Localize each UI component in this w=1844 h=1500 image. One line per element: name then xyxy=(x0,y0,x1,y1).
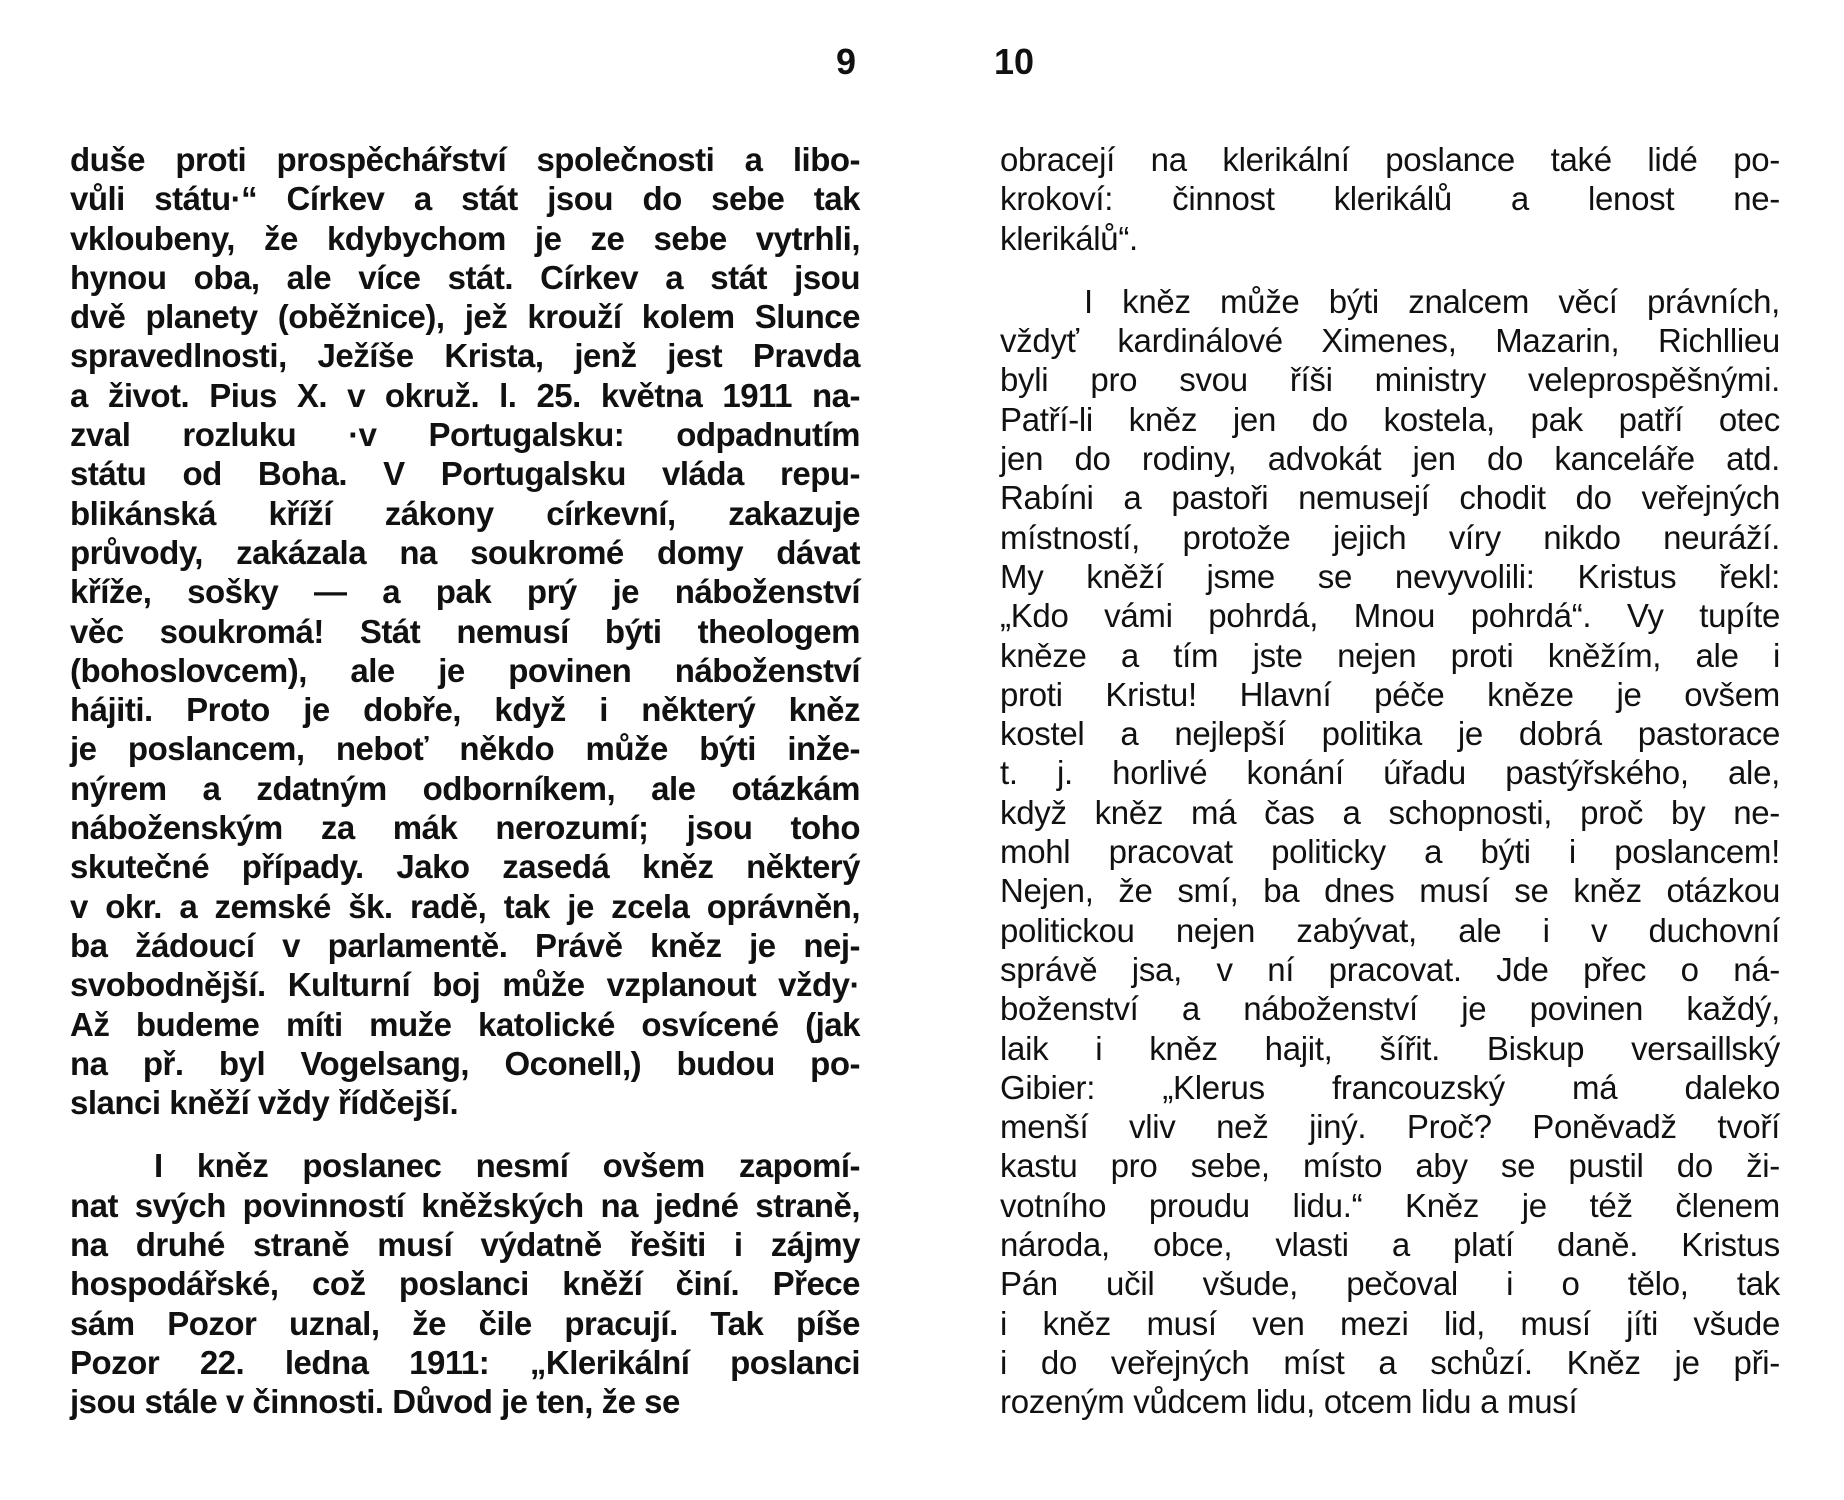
text-line: My kněží jsme se nevyvolili: Kristus řekl: xyxy=(1000,557,1780,595)
text-line: kříže, sošky — a pak prý je náboženství xyxy=(70,573,860,611)
text-line: votního proudu lidu.“ Kněz je též členem xyxy=(1000,1186,1780,1224)
text-line: I kněz poslanec nesmí ovšem zapomí- xyxy=(154,1147,860,1185)
text-line: slanci kněží vždy řídčejší. xyxy=(70,1084,459,1122)
text-line: jsou stále v činnosti. Důvod je ten, že se xyxy=(70,1383,680,1421)
text-line: kostel a nejlepší politika je dobrá pastorace xyxy=(1000,715,1780,753)
text-line: na př. byl Vogelsang, Oconell,) budou po- xyxy=(70,1044,860,1082)
text-line: „Kdo vámi pohrdá, Mnou pohrdá“. Vy tupíte xyxy=(1000,597,1780,635)
text-line: dvě planety (oběžnice), jež krouží kolem Slunce xyxy=(70,298,860,336)
page-number-left: 9 xyxy=(836,41,857,82)
text-line: je poslancem, neboť někdo může býti inže- xyxy=(70,730,860,768)
text-line: spravedlnosti, Ježíše Krista, jenž jest Pravda xyxy=(70,337,860,375)
text-line: byli pro svou říši ministry veleprospěšnými. xyxy=(1000,361,1780,399)
text-line: politickou nejen zabývat, ale i v duchovní xyxy=(1000,911,1780,949)
text-line: Gibier: „Klerus francouzský má daleko xyxy=(1000,1068,1780,1106)
text-line: průvody, zakázala na soukromé domy dávat xyxy=(70,533,860,571)
text-line: menší vliv než jiný. Proč? Poněvadž tvoří xyxy=(1000,1108,1780,1146)
text-line: hájiti. Proto je dobře, když i některý kněz xyxy=(70,691,860,729)
text-line: státu od Boha. V Portugalsku vláda repu- xyxy=(70,455,860,493)
text-line: Rabíni a pastoři nemusejí chodit do veřejných xyxy=(1000,479,1780,517)
text-line: místností, protože jejich víry nikdo neuráží. xyxy=(1000,518,1780,556)
text-line: i kněz musí ven mezi lid, musí jíti všude xyxy=(1000,1304,1780,1342)
paragraph xyxy=(1000,140,1780,258)
text-line: národa, obce, vlasti a platí daně. Kristus xyxy=(1000,1226,1780,1264)
text-line: jen do rodiny, advokát jen do kanceláře atd. xyxy=(1000,440,1780,478)
text-line: (bohoslovcem), ale je povinen náboženství xyxy=(70,651,860,689)
text-line: vůli státu·“ Církev a stát jsou do sebe tak xyxy=(70,180,860,218)
text-line: vkloubeny, že kdybychom je ze sebe vytrhli, xyxy=(70,219,860,257)
text-line: klerikálů“. xyxy=(1000,219,1138,257)
text-line: Pozor 22. ledna 1911: „Klerikální poslanci xyxy=(70,1343,860,1381)
text-line: obracejí na klerikální poslance také lidé po- xyxy=(1000,141,1780,178)
text-line: boženství a náboženství je povinen každý, xyxy=(1000,990,1780,1028)
text-line: kněze a tím jste nejen proti kněžím, ale i xyxy=(1000,636,1780,674)
text-line: i do veřejných míst a schůzí. Kněz je při- xyxy=(1000,1343,1780,1381)
text-line: v okr. a zemské šk. radě, tak je zcela oprávněn, xyxy=(70,887,860,925)
text-line: t. j. horlivé konání úřadu pastýřského, ale, xyxy=(1000,754,1780,792)
text-line: blikánská kříží zákony církevní, zakazuje xyxy=(70,494,860,532)
text-line: věc soukromá! Stát nemusí býti theologem xyxy=(70,612,860,650)
text-line: svobodnější. Kulturní boj může vzplanout vždy· xyxy=(70,966,860,1004)
text-line: duše proti prospěchářství společnosti a libo- xyxy=(70,141,860,178)
paragraph xyxy=(70,1146,860,1421)
text-line: hynou oba, ale více stát. Církev a stát jsou xyxy=(70,258,860,296)
text-line: Pán učil všude, pečoval i o tělo, tak xyxy=(1000,1265,1780,1303)
text-line: nat svých povinností kněžských na jedné straně, xyxy=(70,1186,860,1224)
text-line: proti Kristu! Hlavní péče kněze je ovšem xyxy=(1000,675,1780,713)
page-number-right: 10 xyxy=(994,41,1035,82)
text-line: vždyť kardinálové Ximenes, Mazarin, Richllieu xyxy=(1000,322,1780,360)
right-page-text xyxy=(1000,140,1780,1422)
text-line: Nejen, že smí, ba dnes musí se kněz otázkou xyxy=(1000,872,1780,910)
text-line: náboženským za mák nerozumí; jsou toho xyxy=(70,809,860,847)
text-line: rozeným vůdcem lidu, otcem lidu a musí xyxy=(1000,1383,1578,1421)
text-line: hospodářské, což poslanci kněží činí. Přece xyxy=(70,1265,860,1303)
text-line: ba žádoucí v parlamentě. Právě kněz je nej- xyxy=(70,926,860,964)
text-line: na druhé straně musí výdatně řešiti i zájmy xyxy=(70,1226,860,1264)
text-line: zval rozluku ·v Portugalsku: odpadnutím xyxy=(70,416,860,454)
text-line: když kněz má čas a schopnosti, proč by ne- xyxy=(1000,793,1780,831)
text-line: nýrem a zdatným odborníkem, ale otázkám xyxy=(70,769,860,807)
text-line: krokoví: činnost klerikálů a lenost ne- xyxy=(1000,180,1780,218)
paragraph xyxy=(1000,282,1780,1422)
text-line: Patří-li kněz jen do kostela, pak patří otec xyxy=(1000,400,1780,438)
left-page-text xyxy=(70,140,860,1422)
text-line: správě jsa, v ní pracovat. Jde přec o ná- xyxy=(1000,950,1780,988)
text-line: skutečné případy. Jako zasedá kněz některý xyxy=(70,848,860,886)
text-line: a život. Pius X. v okruž. l. 25. května 1911 na- xyxy=(70,376,860,414)
text-line: mohl pracovat politicky a býti i poslancem! xyxy=(1000,833,1780,871)
text-line: kastu pro sebe, místo aby se pustil do ži- xyxy=(1000,1147,1780,1185)
text-line: Až budeme míti muže katolické osvícené (jak xyxy=(70,1005,860,1043)
paragraph xyxy=(70,140,860,1122)
text-line: sám Pozor uznal, že čile pracují. Tak píše xyxy=(70,1304,860,1342)
text-line: laik i kněz hajit, šířit. Biskup versaillský xyxy=(1000,1029,1780,1067)
text-line: I kněz může býti znalcem věcí právních, xyxy=(1084,282,1780,320)
